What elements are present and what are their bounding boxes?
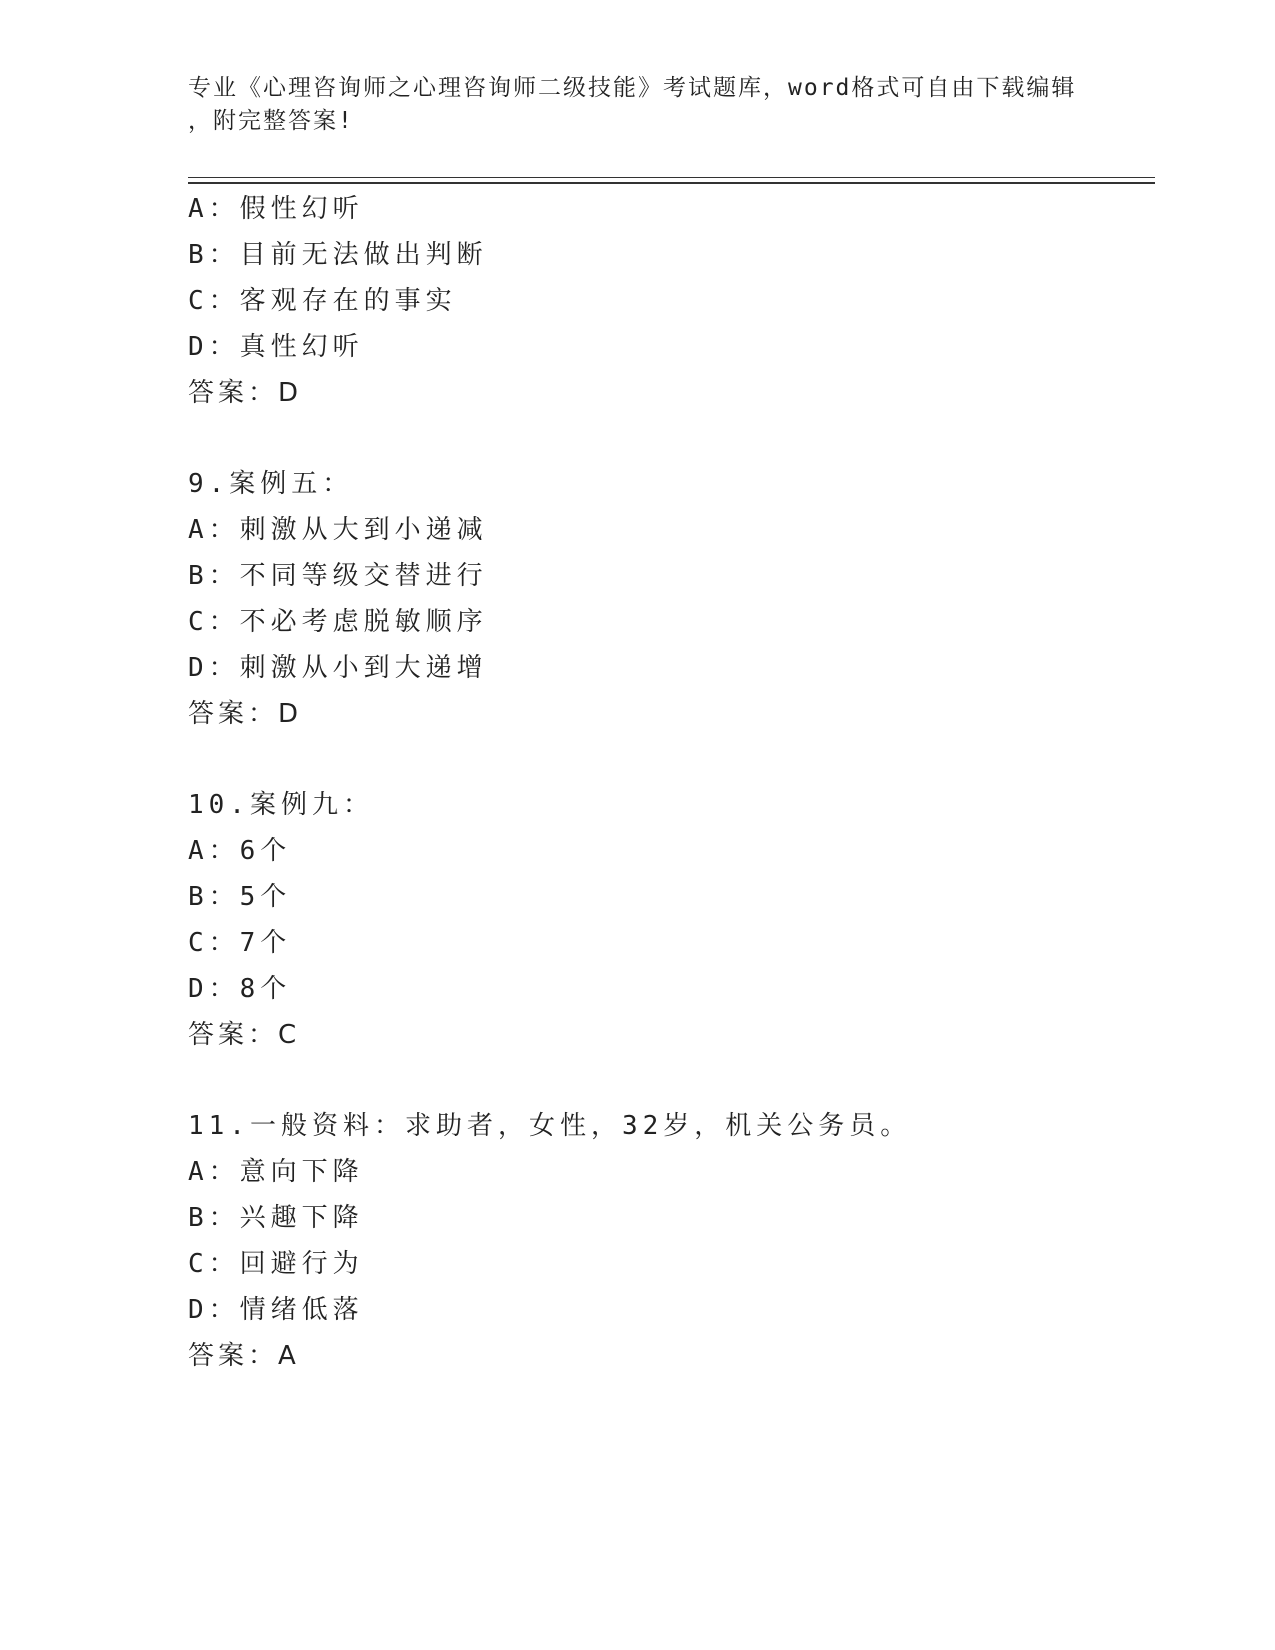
option-d: D：真性幻听 — [188, 332, 364, 362]
question-block-8 — [188, 186, 1155, 416]
header-line-1: 专业《心理咨询师之心理咨询师二级技能》考试题库，word格式可自由下载编辑 — [188, 75, 1077, 101]
option-c: C：客观存在的事实 — [188, 286, 457, 316]
option-d: D：情绪低落 — [188, 1295, 364, 1325]
option-a: A：假性幻听 — [188, 194, 364, 224]
answer-line: 答案：D — [188, 699, 303, 729]
option-b: B：不同等级交替进行 — [188, 561, 488, 591]
question-block-9 — [188, 461, 1155, 737]
block-spacer — [188, 737, 1155, 782]
option-a: A：刺激从大到小递减 — [188, 515, 488, 545]
option-a: A：意向下降 — [188, 1157, 364, 1187]
option-b: B：目前无法做出判断 — [188, 240, 488, 270]
option-a: A：6个 — [188, 836, 292, 866]
header-line-2: ，附完整答案! — [188, 108, 354, 134]
answer-line: 答案：C — [188, 1020, 301, 1050]
option-d: D：刺激从小到大递增 — [188, 653, 488, 683]
option-c: C：回避行为 — [188, 1249, 364, 1279]
header-divider-thin — [188, 177, 1155, 178]
question-block-10 — [188, 782, 1155, 1058]
option-d: D：8个 — [188, 974, 292, 1004]
option-b: B：兴趣下降 — [188, 1203, 364, 1233]
option-b: B：5个 — [188, 882, 292, 912]
answer-line: 答案：D — [188, 378, 303, 408]
question-block-11 — [188, 1103, 1155, 1379]
document-header — [188, 72, 1078, 138]
question-stem: 10.案例九： — [188, 790, 374, 820]
question-stem: 11.一般资料：求助者，女性，32岁，机关公务员。 — [188, 1111, 912, 1141]
header-divider-thick — [188, 182, 1155, 184]
question-stem: 9.案例五： — [188, 469, 354, 499]
block-spacer — [188, 1058, 1155, 1103]
question-list — [188, 186, 1155, 1379]
option-c: C：7个 — [188, 928, 292, 958]
answer-line: 答案：A — [188, 1341, 300, 1371]
option-c: C：不必考虑脱敏顺序 — [188, 607, 488, 637]
block-spacer — [188, 416, 1155, 461]
